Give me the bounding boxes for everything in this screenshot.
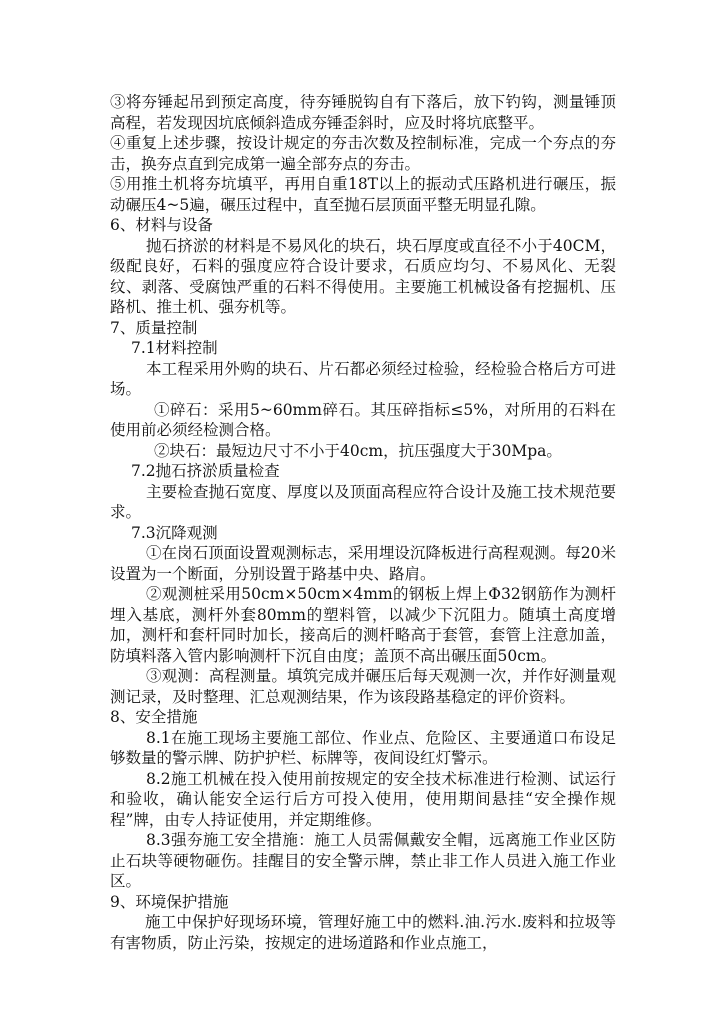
paragraph-quality-check: 主要检查抛石宽度、厚度以及顶面高程应符合设计及施工技术规范要求。 [110, 482, 616, 521]
heading-materials: 6、材料与设备 [110, 216, 213, 234]
paragraph-material-inspection: 本工程采用外购的块石、片石都必须经过检验，经检验合格后方可进场。 [110, 359, 616, 398]
paragraph-step-5: ⑤用推土机将夯坑填平，再用自重18T以上的振动式压路机进行碾压，振动碾压4~5遍，碾压过程中，直至抛石层顶面平整无明显孔隙。 [110, 175, 616, 214]
heading-settlement: 7.3沉降观测 [131, 523, 218, 542]
paragraph-settlement-observation: ③观测：高程测量。填筑完成并碾压后每天观测一次，并作好测量观测记录，及时整理、汇总观测结果，作为该段路基稳定的评价资料。 [110, 667, 616, 706]
document-page [110, 92, 616, 953]
paragraph-safety-signs: 8.1在施工现场主要施工部位、作业点、危险区、主要通道口布设足够数量的警示牌、防护护栏、标牌等，夜间设红灯警示。 [110, 728, 616, 767]
paragraph-gravel: ①碎石：采用5~60mm碎石。其压碎指标≤5%，对所用的石料在使用前必须经检测合格。 [110, 400, 616, 439]
paragraph-safety-machinery: 8.2施工机械在投入使用前按规定的安全技术标准进行检测、试运行和验收，确认能安全运行后方可投入使用，使用期间悬挂“安全操作规程”牌，由专人持证使用，并定期维修。 [110, 769, 616, 829]
heading-environment: 9、环境保护措施 [110, 892, 229, 911]
heading-material-control: 7.1材料控制 [131, 339, 218, 357]
paragraph-safety-compaction: 8.3强夯施工安全措施：施工人员需佩戴安全帽，远离施工作业区防止石块等硬物砸伤。挂醒目的安全警示牌，禁止非工作人员进入施工作业区。 [110, 831, 616, 890]
paragraph-step-4: ④重复上述步骤，按设计规定的夯击次数及控制标准，完成一个夯点的夯击，换夯点直到完成第一遍全部夯点的夯击。 [110, 134, 616, 173]
paragraph-materials: 抛石挤淤的材料是不易风化的块石，块石厚度或直径不小于40CM，级配良好，石料的强度应符合设计要求，石质应均匀、不易风化、无裂纹、剥落、受腐蚀严重的石料不得使用。主要施工机械设备有挖掘机、压路机、推土机、强夯机等。 [110, 236, 616, 316]
heading-quality-control: 7、质量控制 [110, 318, 198, 337]
paragraph-settlement-markers: ①在岗石顶面设置观测标志，采用埋设沉降板进行高程观测。每20米设置为一个断面，分别设置于路基中央、路肩。 [110, 544, 616, 583]
paragraph-step-3: ③将夯锤起吊到预定高度，待夯锤脱钩自有下落后，放下钓钩，测量锤顶高程，若发现因坑底倾斜造成夯锤歪斜时，应及时将坑底整平。 [110, 93, 616, 132]
heading-quality-check: 7.2抛石挤淤质量检查 [131, 462, 280, 480]
paragraph-block-stone: ②块石：最短边尺寸不小于40cm，抗压强度大于30Mpa。 [154, 441, 562, 460]
paragraph-settlement-piles: ②观测桩采用50cm×50cm×4mm的钢板上焊上Φ32钢筋作为测杆埋入基底，测杆外套80mm的塑料管，以减少下沉阻力。随填土高度增加，测杆和套杆同时加长，接高后的测杆略高于套管，套管上注意加盖，防填料落入管内影响测杆下沉自由度；盖顶不高出碾压面50cm。 [110, 585, 616, 665]
paragraph-environment: 施工中保护好现场环境，管理好施工中的燃料.油.污水.废料和拉圾等有害物质，防止污染，按规定的进场道路和作业点施工， [110, 913, 616, 952]
heading-safety: 8、安全措施 [110, 708, 198, 726]
